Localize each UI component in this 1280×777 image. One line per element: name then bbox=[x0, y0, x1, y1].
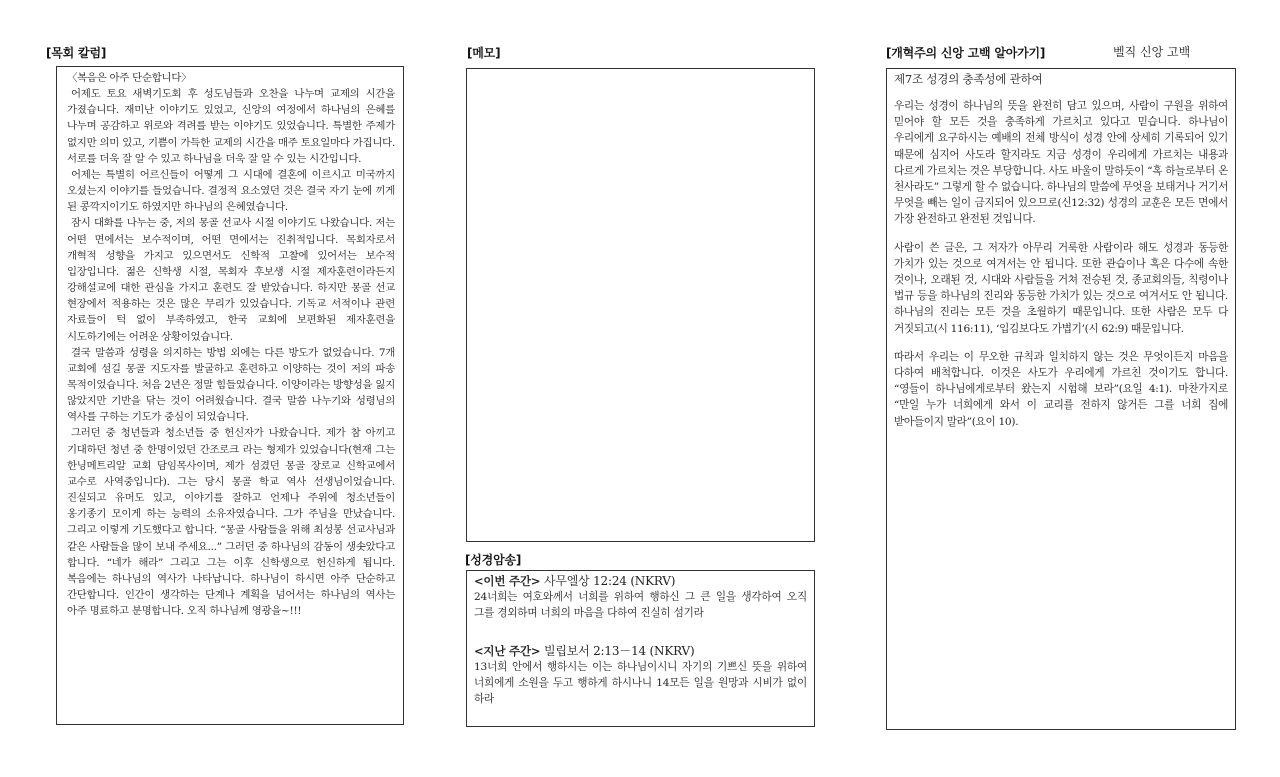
last-week-verse-heading bbox=[474, 643, 807, 659]
confession-paragraph: 사람이 쓴 글은, 그 저자가 아무리 거룩한 사람이라 해도 성경과 동등한 가치가 있는 것으로 여겨서는 안 됩니다. 또한 관습이나 혹은 다수에 속한 것이나, 오래된 것, 시대와 사람들을 거쳐 전승된 것, 종교회의들, 칙령이나 법규 등을 하나님의 진리와 동등한 가치가 있는 것으로 여겨서도 안 됩니다. 하나님의 진리는 모든 것을 초월하기 때문입니다. 또한 사람은 모두 다 거짓되고(시 116:11), ‘입김보다도 가볍기’(시 62:9) 때문입니다. bbox=[894, 241, 1228, 335]
this-week-reference: 사무엘상 12:24 (NKRV) bbox=[543, 574, 676, 588]
last-week-reference: 빌립보서 2:13－14 (NKRV) bbox=[543, 644, 695, 658]
pastoral-paragraph: 그러던 중 청년들과 청소년들 중 헌신자가 나왔습니다. 제가 참 아끼고 기대하던 청년 중 한명이었던 간조로크 라는 형제가 있었습니다(현재 그는 한닝메트리알 교회 담임목사이며, 제가 섬겼던 몽골 장로교 신학교에서 교수로 사역중입니다). 그는 당시 몽골 학교 역사 선생님이었습니다. 진실되고 유머도 있고, 이야기를 잘하고 언제나 주위에 청소년들이 옹기종기 모이게 하는 능력의 소유자였습니다. 그가 주님을 만났습니다. 그리고 이렇게 기도했다고 합니다. “몽골 사람들을 위해 최성봉 선교사님과 같은 사람들을 많이 보내 주세요...” 그러던 중 하나님의 감동이 생솟았다고 합니다. “네가 해라” 그리고 그는 이후 신학생으로 헌신하게 됩니다. 복음에는 하나님의 역사가 나타납니다. 하나님이 하시면 아주 단순하고 간단합니다. 인간이 생각하는 단계나 계획을 넘어서는 하나님의 역사는 아주 명료하고 분명합니다. 오직 하나님께 영광을~!!! bbox=[67, 427, 395, 618]
pastoral-paragraph: 잠시 대화를 나누는 중, 저의 몽골 선교사 시절 이야기도 나왔습니다. 저는 어떤 면에서는 보수적이며, 어떤 면에서는 진취적입니다. 목회자로서 개혁적 성향을 가지고 있으면서도 신학적 고찰에 있어서는 보수적 입장입니다. 젊은 신학생 시절, 목회자 후보생 시절 제자훈련이라든지 강해설교에 대한 관심을 가지고 훈련도 잘 받았습니다. 하지만 몽골 선교 현장에서 적용하는 것은 많은 무리가 있었습니다. 기독교 서적이나 관련 자료들이 턱 없이 부족하였고, 한국 교회에 보편화된 제자훈련을 시도하기에는 어려운 상황이었습니다. bbox=[67, 217, 395, 343]
this-week-verse-heading bbox=[474, 573, 807, 589]
last-week-verse-text: 13너희 안에서 행하시는 이는 하나님이시니 자기의 기쁘신 뜻을 위하여 너희에게 소원을 두고 행하게 하시나니 14모든 일을 원망과 시비가 없이 하라 bbox=[474, 661, 807, 705]
confession-paragraph: 우리는 성경이 하나님의 뜻을 완전히 담고 있으며, 사람이 구원을 위하여 믿어야 할 모든 것을 충족하게 가르치고 있다고 믿습니다. 하나님이 우리에게 요구하시는 예배의 전체 방식이 성경 안에 상세히 기록되어 있기 때문에 심지어 사도라 할지라도 지금 성경이 우리에게 가르치는 내용과 다르게 가르치는 것은 부당합니다. 사도 바울이 말하듯이 “혹 하늘로부터 온 천사라도” 그렇게 할 수 없습니다. 하나님의 말씀에 무엇을 보태거나 거기서 무엇을 빼는 일이 금지되어 있으므로(신12:32) 성경의 교훈은 모든 면에서 가장 완전하고 완전된 것입니다. bbox=[894, 100, 1228, 226]
memo-box[interactable] bbox=[466, 68, 815, 542]
verse-box bbox=[466, 570, 815, 727]
confession-article-title: 제7조 성경의 충족성에 관하여 bbox=[894, 72, 1043, 86]
last-week-label: <지난 주간> bbox=[474, 644, 541, 658]
this-week-label: <이번 주간> bbox=[474, 574, 541, 588]
confession-box bbox=[886, 68, 1236, 730]
pastoral-paragraph: 어제는 특별히 어르신들이 어떻게 그 시대에 결혼에 이르시고 미국까지 오셨는지 이야기를 들었습니다. 결정적 요소였던 것은 결국 자기 눈에 끼게 된 콩깍지이기도 하였지만 하나님의 은혜였습니다. bbox=[67, 168, 395, 214]
memo-header: [메모] bbox=[467, 46, 501, 60]
pastoral-paragraph: 어제도 토요 새벽기도회 후 성도님들과 오찬을 나누며 교제의 시간을 가졌습니다. 재미난 이야기도 있었고, 신앙의 여정에서 하나님의 은혜를 나누며 공감하고 위로와 격려를 받는 이야기도 있었습니다. 특별한 주제가 없지만 의미 있고, 기쁨이 가득한 교제의 시간을 매주 토요일마다 가집니다. 서로를 더욱 잘 알 수 있고 하나님을 더욱 잘 알 수 있는 시간입니다. bbox=[67, 88, 395, 165]
reformed-confession-header: [개혁주의 신앙 고백 알아가기] bbox=[886, 46, 1046, 60]
pastoral-column-header: [목회 칼럼] bbox=[46, 46, 107, 60]
verse-memorization-header: [성경암송] bbox=[465, 553, 522, 567]
pastoral-column-title: 〈복음은 아주 단순합니다〉 bbox=[67, 72, 192, 84]
this-week-verse-text: 24너희는 여호와께서 너희를 위하여 행하신 그 큰 일을 생각하여 오직 그를 경외하며 너희의 마음을 다하여 진실히 섬기라 bbox=[474, 591, 807, 619]
confession-paragraph: 따라서 우리는 이 무오한 규칙과 일치하지 않는 것은 무엇이든지 마음을 다하여 배척합니다. 이것은 사도가 우리에게 가르친 것이기도 합니다. “영들이 하나님에게로부터 왔는지 시험해 보라”(요일 4:1). 마찬가지로 “만일 누가 너희에게 와서 이 교리를 전하지 않거든 그를 너희 집에 받아들이지 말라”(요이 10). bbox=[894, 350, 1228, 428]
pastoral-column-box bbox=[56, 66, 404, 725]
belgic-confession-label: 벨직 신앙 고백 bbox=[1113, 45, 1191, 59]
pastoral-paragraph: 결국 말씀과 성령을 의지하는 방법 외에는 다른 방도가 없었습니다. 7개 교회에 섬길 몽골 지도자를 발굴하고 훈련하고 이양하는 것이 저의 파송 목적이었습니다. 처음 2년은 정말 힘들었습니다. 이양이라는 방향성을 잃지 않았지만 기반을 닦는 것이 어려웠습니다. 결국 말씀 나누기와 성령님의 역사를 구하는 기도가 중심이 되었습니다. bbox=[67, 346, 395, 424]
